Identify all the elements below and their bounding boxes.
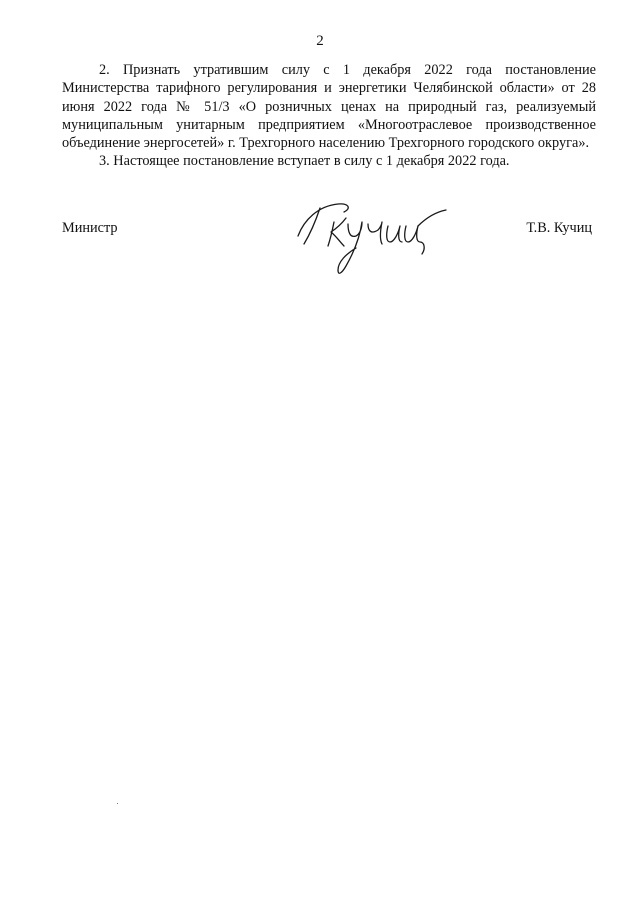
document-body [62, 61, 596, 171]
signer-name: Т.В. Кучиц [526, 220, 592, 236]
signer-position: Министр [62, 220, 118, 236]
paragraph-effective-date: 3. Настоящее постановление вступает в силу с 1 декабря 2022 года. [99, 153, 510, 170]
handwritten-signature [290, 196, 450, 282]
page-number: 2 [316, 33, 324, 49]
scan-speck [117, 803, 118, 804]
paragraph-repeal: 2. Признать утратившим силу с 1 декабря 2022 года постановление Министерства тарифного регулирования и энергетики Челябинской области» от 28 июня 2022 года № 51/3 «О розничных ценах на природный газ, реализуемый муниципальным унитарным предприятием «Многоотраслевое производственное объединение энергосетей» г. Трехгорного населению Трехгорного городского округа». [62, 62, 596, 152]
